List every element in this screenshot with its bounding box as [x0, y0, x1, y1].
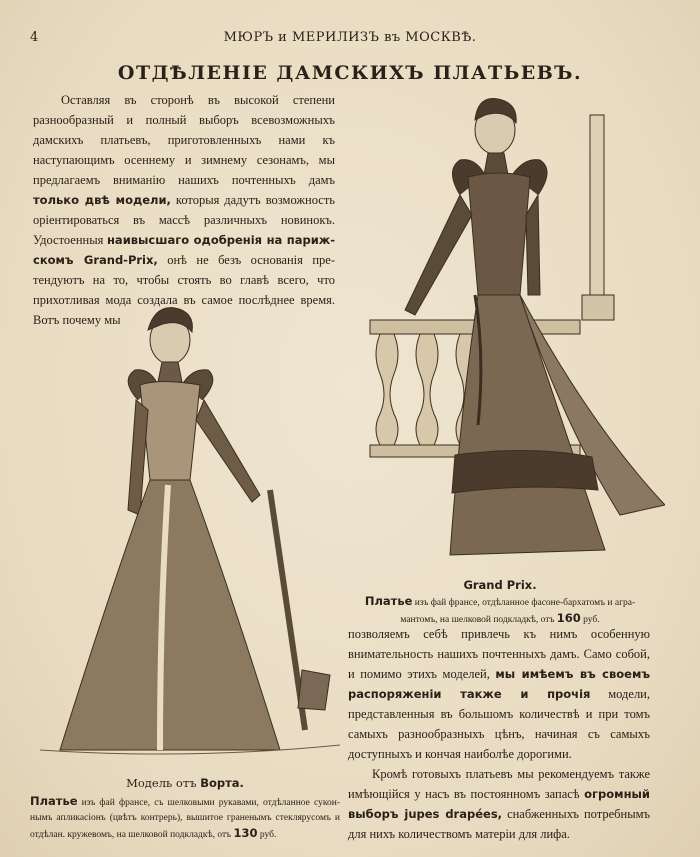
section-title: ОТДѢЛЕНІЕ ДАМСКИХЪ ПЛАТЬЕВЪ.: [117, 62, 583, 84]
caption-right-name: Grand Prix.: [463, 578, 537, 592]
dress-illustration-left: [40, 290, 340, 770]
page-number: 4: [30, 30, 39, 45]
running-head: МЮРЪ и МЕРИЛИЗЪ въ МОСКВѢ.: [223, 30, 477, 45]
caption-right-description: Платье изъ фай франсе, отдѣланное фасоне-бархатомъ и аграмантомъ, на шелковой подкладкѣ, отъ 160 руб.: [364, 594, 636, 625]
dress-illustration-right: [360, 95, 665, 575]
caption-left-name: Модель отъ Ворта.: [126, 776, 244, 790]
caption-left-description: Платье изъ фай франсе, съ шелковыми рукавами, отдѣланное суконнымъ апликасіонъ (цвѣтъ контрерь), вышитое граненымъ стеклярусомъ и отдѣлан. кружевомъ, на шелковой подкладкѣ, отъ 130 руб.: [30, 794, 340, 840]
intro-paragraph: Оставляя въ сторонѣ въ высокой степени разнообразный и полный выборъ всевозможныхъ дамскихъ платьевъ, приготовленныхъ нами къ наступающимъ осеннему и зимнему сезонамъ, мы предлагаемъ вниманію нашихъ почтенныхъ дамъ только двѣ модели, которыя дадутъ возможность оріентироваться въ массѣ различныхъ новинокъ. Удостоенныя наивысшаго одобренія на парижскомъ Grand-Prix, онѣ не безъ основанія претендуютъ на то, чтобы стоять во главѣ всего, что прихотливая мода создала въ самое послѣднее время. Вотъ почему мы: [33, 93, 336, 327]
closing-paragraph: Кромѣ готовыхъ платьевъ мы рекомендуемъ также имѣющійся у насъ въ постоянномъ запасѣ огромный выборъ jupes drapées, снабженныхъ потребнымъ для нихъ количествомъ матеріи для лифа.: [348, 767, 650, 841]
middle-paragraph: позволяемъ себѣ привлечь къ нимъ особенную внимательность нашихъ почтенныхъ дамъ. Само собой, и помимо этихъ моделей, мы имѣемъ въ своемъ распоряженіи также и прочія модели, представленныя въ большомъ количествѣ и при томъ самыхъ разнообразныхъ цѣнъ, начиная съ самыхъ доступныхъ и кончая наиболѣе дорогими.: [348, 627, 650, 761]
